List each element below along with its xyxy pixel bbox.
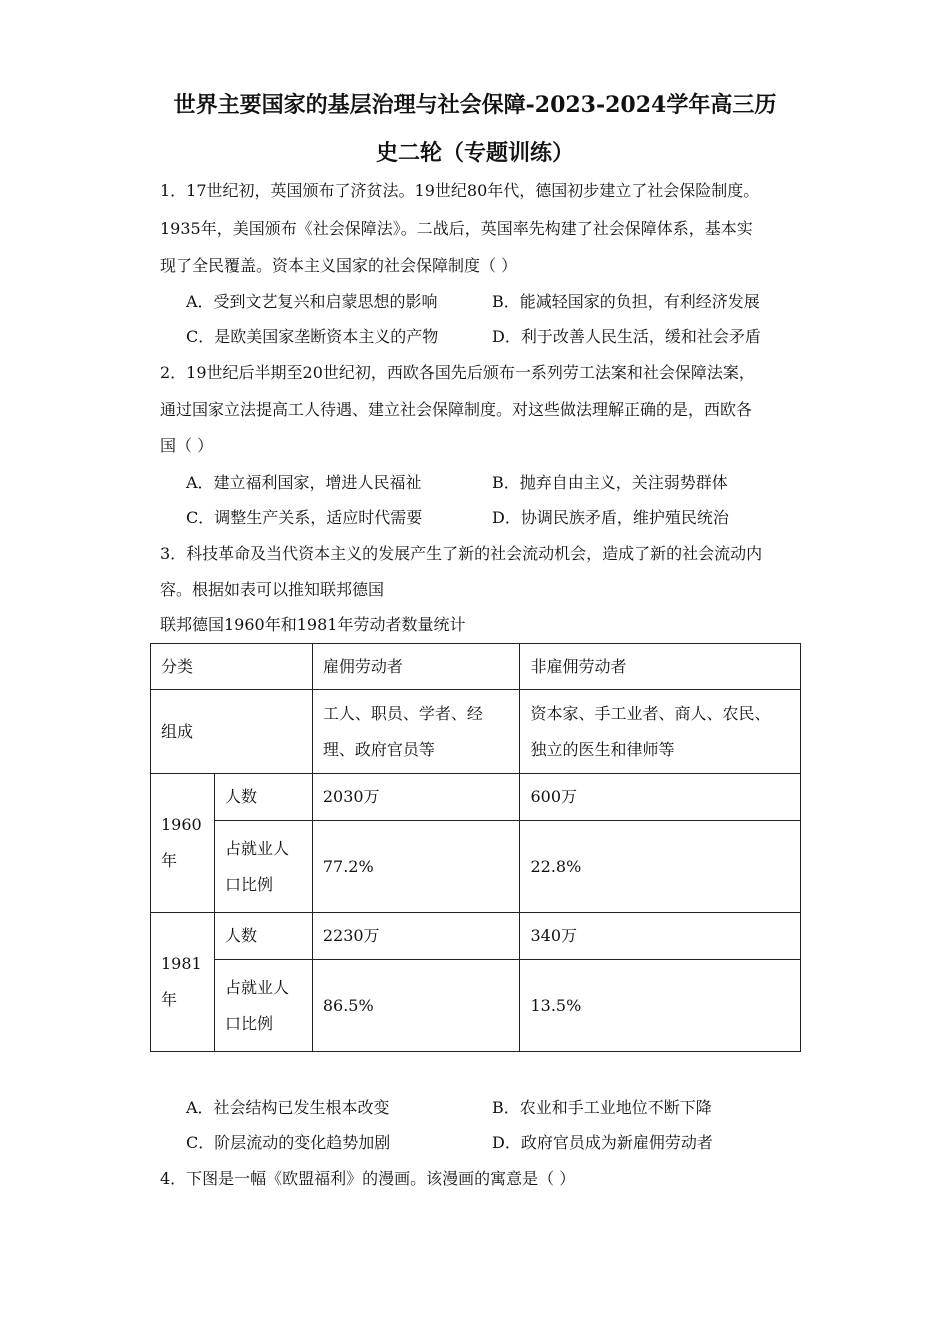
q1-option-a: A．受到文艺复兴和启蒙思想的影响 [186,292,438,311]
composition-label: 组成 [151,690,313,774]
doc-title-line-1: 世界主要国家的基层治理与社会保障-2023-2024学年高三历 [173,92,777,118]
q3-option-d: D．政府官员成为新雇佣劳动者 [492,1133,713,1152]
q2-option-d: D．协调民族矛盾，维护殖民统治 [492,508,729,527]
year-1981: 1981 年 [151,913,215,1052]
employed-count-1981: 2230万 [312,913,520,960]
q1-option-d: D．利于改善人民生活，缓和社会矛盾 [492,327,761,346]
q2-option-b: B．抛弃自由主义，关注弱势群体 [492,473,728,492]
table-row-1960-ratio [151,821,801,913]
q1-stem-line-3: 现了全民覆盖。资本主义国家的社会保障制度（ ） [160,256,518,275]
q1-option-b: B．能减轻国家的负担，有利经济发展 [492,292,760,311]
table-row-1981-count [151,913,801,960]
non-employed-count-1981: 340万 [520,913,801,960]
q4-stem-line-1: 4．下图是一幅《欧盟福利》的漫画。该漫画的寓意是（ ） [160,1169,576,1188]
q1-stem-line-2: 1935年，美国颁布《社会保障法》。二战后，英国率先构建了社会保障体系，基本实 [160,219,753,238]
header-category: 分类 [151,644,313,690]
ratio-label-1960: 占就业人 口比例 [214,821,312,913]
table-row-1960-count [151,774,801,821]
q1-option-c: C．是欧美国家垄断资本主义的产物 [186,327,439,346]
labor-statistics-table [150,643,801,1052]
q2-option-c: C．调整生产关系，适应时代需要 [186,508,423,527]
composition-non-employed: 资本家、手工业者、商人、农民、 独立的医生和律师等 [520,690,801,774]
doc-title-line-2: 史二轮（专题训练） [375,140,574,166]
q3-option-c: C．阶层流动的变化趋势加剧 [186,1133,391,1152]
count-label-1981: 人数 [214,913,312,960]
q3-stem-line-1: 3．科技革命及当代资本主义的发展产生了新的社会流动机会，造成了新的社会流动内 [160,544,763,563]
employed-ratio-1981: 86.5% [312,960,520,1052]
non-employed-ratio-1960: 22.8% [520,821,801,913]
header-employed: 雇佣劳动者 [312,644,520,690]
table-row-1981-ratio [151,960,801,1052]
q2-option-a: A．建立福利国家，增进人民福祉 [186,473,422,492]
q1-stem-line-1: 1．17世纪初，英国颁布了济贫法。19世纪80年代，德国初步建立了社会保险制度。 [160,181,760,200]
count-label-1960: 人数 [214,774,312,821]
non-employed-count-1960: 600万 [520,774,801,821]
table-row-composition [151,690,801,774]
q2-stem-line-3: 国（ ） [160,436,214,455]
q3-stem-line-2: 容。根据如表可以推知联邦德国 [160,580,385,599]
ratio-label-1981: 占就业人 口比例 [214,960,312,1052]
table-header-row [151,644,801,690]
q3-table-caption: 联邦德国1960年和1981年劳动者数量统计 [160,615,466,634]
employed-ratio-1960: 77.2% [312,821,520,913]
composition-employed: 工人、职员、学者、经 理、政府官员等 [312,690,520,774]
q3-option-b: B．农业和手工业地位不断下降 [492,1098,712,1117]
year-1960: 1960 年 [151,774,215,913]
header-non-employed: 非雇佣劳动者 [520,644,801,690]
non-employed-ratio-1981: 13.5% [520,960,801,1052]
q2-stem-line-2: 通过国家立法提高工人待遇、建立社会保障制度。对这些做法理解正确的是，西欧各 [160,400,753,419]
q3-option-a: A．社会结构已发生根本改变 [186,1098,390,1117]
q2-stem-line-1: 2．19世纪后半期至20世纪初，西欧各国先后颁布一系列劳工法案和社会保障法案， [160,363,755,382]
employed-count-1960: 2030万 [312,774,520,821]
